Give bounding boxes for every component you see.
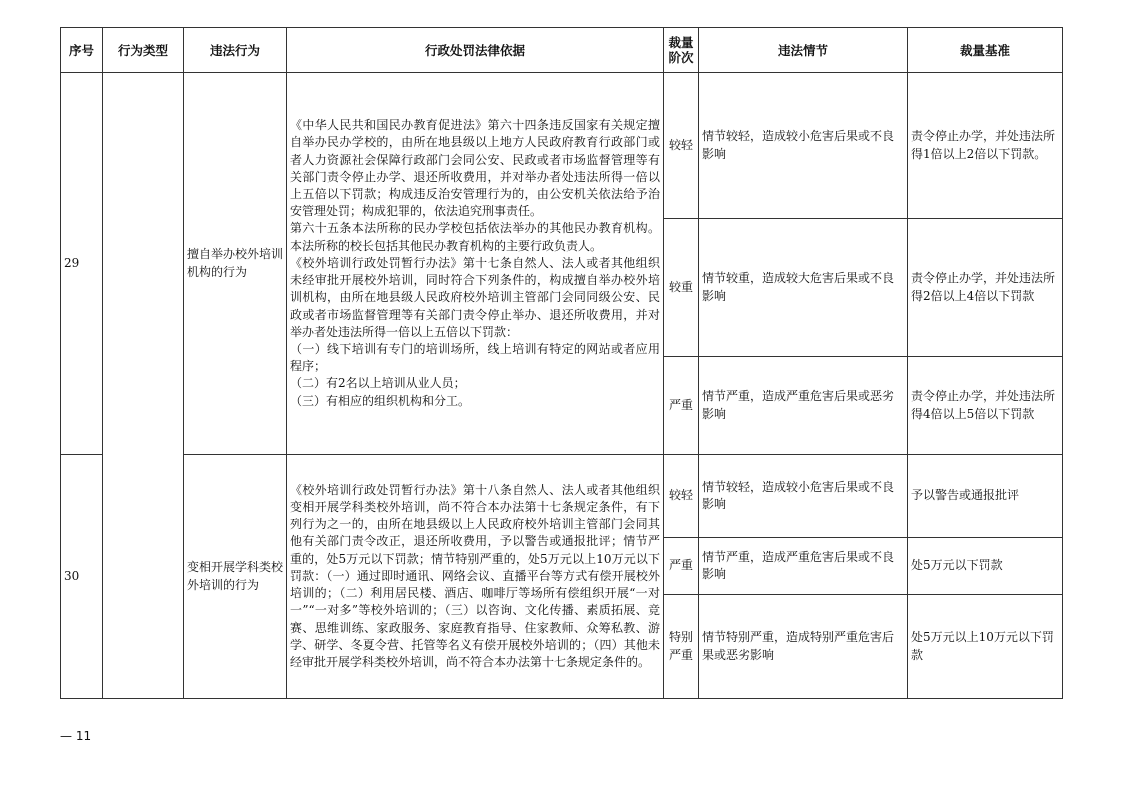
behavior-type-cell <box>103 73 184 699</box>
header-row <box>61 28 1063 73</box>
basis-paragraph: （二）有2名以上培训从业人员； <box>290 376 466 391</box>
header-level: 裁量阶次 <box>664 28 699 73</box>
circumstance-cell: 情节较轻，造成较小危害后果或不良影响 <box>699 455 908 538</box>
circumstance-cell: 情节严重，造成严重危害后果或恶劣影响 <box>699 357 908 455</box>
row-seq: 29 <box>61 73 103 455</box>
row-behavior: 擅自举办校外培训机构的行为 <box>184 73 287 455</box>
basis-paragraph: 《校外培训行政处罚暂行办法》第十七条自然人、法人或者其他组织未经审批开展校外培训，同时符合下列条件的，构成擅自举办校外培训机构，由所在地县级人民政府校外培训主管部门会同同级公安、民政或者市场监督管理等有关部门责令停止举办、退还所收费用，并对举办者处违法所得一倍以上五倍以下罚款： <box>290 255 660 339</box>
basis-paragraph: （一）线下培训有专门的培训场所，线上培训有特定的网站或者应用程序； <box>290 341 660 374</box>
page-number: — 11 <box>60 729 92 743</box>
header-circumstance: 违法情节 <box>699 28 908 73</box>
standard-cell: 责令停止办学，并处违法所得1倍以上2倍以下罚款。 <box>908 73 1063 219</box>
header-behavior: 违法行为 <box>184 28 287 73</box>
circumstance-cell: 情节严重，造成严重危害后果或不良影响 <box>699 538 908 595</box>
table-row <box>61 73 1063 219</box>
row-seq: 30 <box>61 455 103 699</box>
legal-basis-cell <box>287 73 664 455</box>
basis-paragraph: 《中华人民共和国民办教育促进法》第六十四条违反国家有关规定擅自举办民办学校的，由所在地县级以上地方人民政府教育行政部门或者人力资源社会保障行政部门会同公安、民政或者市场监督管理等有关部门责令停止办学、退还所收费用，并对举办者处违法所得一倍以上五倍以下罚款；构成违反治安管理行为的，由公安机关依法给予治安管理处罚；构成犯罪的，依法追究刑事责任。 <box>290 118 660 219</box>
header-standard: 裁量基准 <box>908 28 1063 73</box>
basis-paragraph: 《校外培训行政处罚暂行办法》第十八条自然人、法人或者其他组织变相开展学科类校外培训，尚不符合本办法第十七条规定条件，有下列行为之一的，由所在地县级以上人民政府校外培训主管部门会同其他有关部门责令改正，退还所收费用，予以警告或通报批评；情节严重的，处5万元以下罚款；情节特别严重的，处5万元以上10万元以下罚款：（一）通过即时通讯、网络会议、直播平台等方式有偿开展校外培训的；（二）利用居民楼、酒店、咖啡厅等场所有偿组织开展“一对一”“一对多”等校外培训的；（三）以咨询、文化传播、素质拓展、竞赛、思维训练、家政服务、家庭教育指导、住家教师、众筹私教、游学、研学、冬夏令营、托管等名义有偿开展校外培训的；（四）其他未经审批开展学科类校外培训，尚不符合本办法第十七条规定条件的。 <box>290 482 660 669</box>
basis-paragraph: （三）有相应的组织机构和分工。 <box>290 393 471 408</box>
table-row <box>61 455 1063 538</box>
level-cell: 较轻 <box>664 73 699 219</box>
row-behavior: 变相开展学科类校外培训的行为 <box>184 455 287 699</box>
standard-cell: 责令停止办学，并处违法所得2倍以上4倍以下罚款 <box>908 219 1063 357</box>
level-cell: 较轻 <box>664 455 699 538</box>
standard-cell: 予以警告或通报批评 <box>908 455 1063 538</box>
header-basis: 行政处罚法律依据 <box>287 28 664 73</box>
standard-cell: 责令停止办学，并处违法所得4倍以上5倍以下罚款 <box>908 357 1063 455</box>
penalty-discretion-table <box>60 27 1063 699</box>
standard-cell: 处5万元以上10万元以下罚款 <box>908 595 1063 699</box>
level-cell: 严重 <box>664 357 699 455</box>
circumstance-cell: 情节较轻，造成较小危害后果或不良影响 <box>699 73 908 219</box>
header-type: 行为类型 <box>103 28 184 73</box>
level-cell: 严重 <box>664 538 699 595</box>
standard-cell: 处5万元以下罚款 <box>908 538 1063 595</box>
legal-basis-cell <box>287 455 664 699</box>
circumstance-cell: 情节较重，造成较大危害后果或不良影响 <box>699 219 908 357</box>
level-cell: 较重 <box>664 219 699 357</box>
header-seq: 序号 <box>61 28 103 73</box>
basis-paragraph: 第六十五条本法所称的民办学校包括依法举办的其他民办教育机构。本法所称的校长包括其他民办教育机构的主要行政负责人。 <box>290 221 660 253</box>
level-cell: 特别严重 <box>664 595 699 699</box>
circumstance-cell: 情节特别严重，造成特别严重危害后果或恶劣影响 <box>699 595 908 699</box>
